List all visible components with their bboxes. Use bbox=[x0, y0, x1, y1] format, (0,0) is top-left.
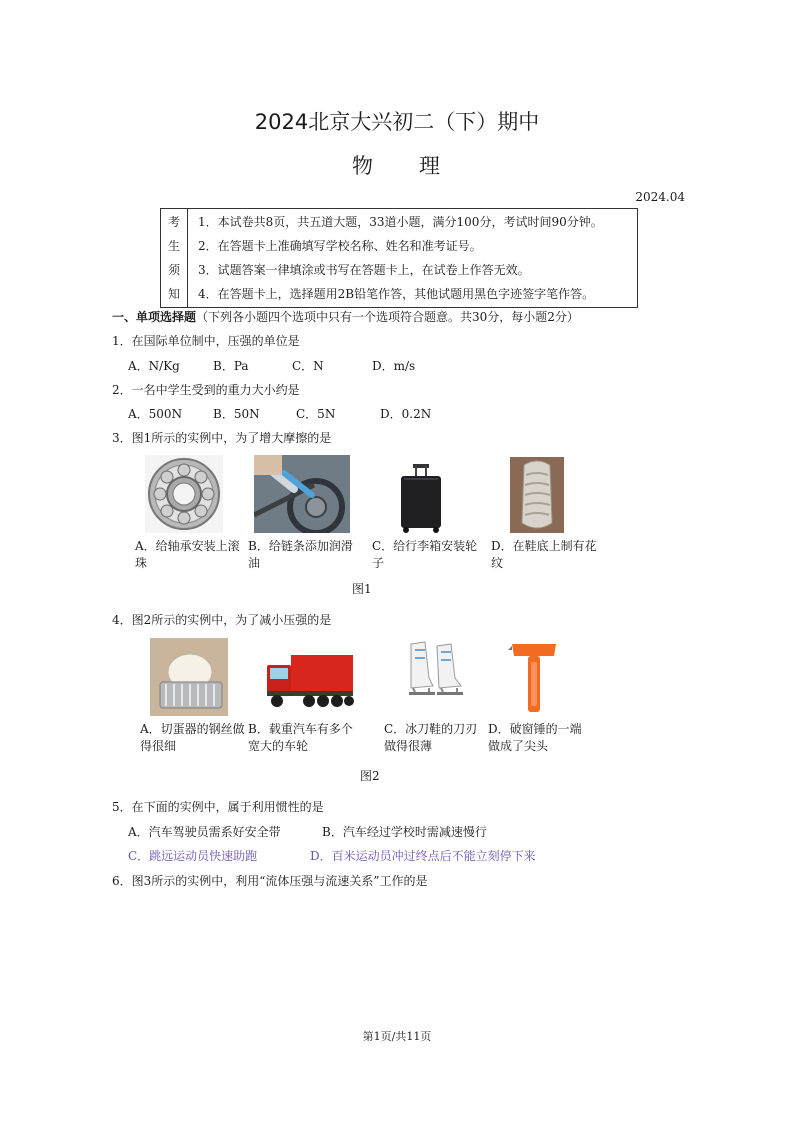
ball-bearing-image bbox=[145, 455, 223, 533]
q3-caption-d: D．在鞋底上制有花纹 bbox=[491, 539, 597, 570]
notice-side-char: 生 bbox=[167, 239, 180, 253]
window-hammer-image bbox=[508, 638, 560, 718]
q5-option-a: A．汽车驾驶员需系好安全带 bbox=[128, 825, 281, 839]
egg-slicer-image bbox=[150, 638, 228, 716]
figure-1-label: 图1 bbox=[352, 582, 372, 596]
q1-option-a: A．N/Kg bbox=[128, 359, 180, 373]
question-6-stem: 6．图3所示的实例中，利用“流体压强与流速关系”工作的是 bbox=[112, 874, 428, 888]
question-4-stem: 4．图2所示的实例中，为了减小压强的是 bbox=[112, 613, 332, 627]
q4-caption-b: B．载重汽车有多个宽大的车轮 bbox=[248, 722, 353, 753]
q3-caption-c: C．给行李箱安装轮子 bbox=[372, 539, 478, 570]
notice-rule: 4．在答题卡上，选择题用2B铅笔作答，其他试题用黑色字迹签字笔作答。 bbox=[198, 287, 595, 301]
exam-date: 2024.04 bbox=[635, 190, 685, 204]
figure-2-label: 图2 bbox=[360, 769, 380, 783]
ice-skates-image bbox=[403, 638, 467, 710]
notice-side-char: 知 bbox=[167, 287, 180, 301]
question-5-stem: 5．在下面的实例中，属于利用惯性的是 bbox=[112, 800, 324, 814]
heavy-truck-image bbox=[265, 651, 355, 711]
question-2-stem: 2．一名中学生受到的重力大小约是 bbox=[112, 383, 300, 397]
q5-option-b: B．汽车经过学校时需减速慢行 bbox=[322, 825, 487, 839]
section-heading bbox=[112, 308, 579, 325]
q4-caption-d: D．破窗锤的一端做成了尖头 bbox=[488, 722, 582, 753]
q2-option-c: C．5N bbox=[296, 407, 336, 421]
subject-title bbox=[0, 150, 794, 180]
q2-option-b: B．50N bbox=[213, 407, 260, 421]
notice-rule: 1．本试卷共8页，共五道大题，33道小题，满分100分，考试时间90分钟。 bbox=[198, 215, 603, 229]
q2-option-a: A．500N bbox=[128, 407, 183, 421]
section-title: 一、单项选择题 bbox=[112, 310, 197, 324]
notice-side-label bbox=[161, 209, 188, 307]
q5-option-c: C．跳远运动员快速助跑 bbox=[128, 849, 258, 863]
q1-option-b: B．Pa bbox=[213, 359, 249, 373]
notice-rule: 3．试题答案一律填涂或书写在答题卡上，在试卷上作答无效。 bbox=[198, 263, 530, 277]
q3-caption-a: A．给轴承安装上滚珠 bbox=[135, 539, 240, 570]
subject-char-1: 物 bbox=[352, 154, 375, 178]
notice-side-char: 考 bbox=[167, 215, 180, 229]
subject-char-2: 理 bbox=[419, 154, 442, 178]
q1-option-d: D．m/s bbox=[372, 359, 416, 373]
section-note: （下列各小题四个选项中只有一个选项符合题意。共30分，每小题2分） bbox=[196, 310, 579, 324]
page-title: 2024北京大兴初二（下）期中 bbox=[254, 110, 540, 134]
page-number: 第1页/共11页 bbox=[362, 1030, 432, 1043]
notice-rule: 2．在答题卡上准确填写学校名称、姓名和准考证号。 bbox=[198, 239, 482, 253]
q3-caption-b: B．给链条添加润滑油 bbox=[248, 539, 353, 570]
bike-chain-oil-image bbox=[254, 455, 350, 533]
notice-box bbox=[160, 208, 638, 308]
q4-caption-c: C．冰刀鞋的刀刃做得很薄 bbox=[384, 722, 478, 753]
q4-caption-a: A．切蛋器的钢丝做得很细 bbox=[140, 722, 245, 753]
q2-option-d: D．0.2N bbox=[380, 407, 432, 421]
q5-option-d: D．百米运动员冲过终点后不能立刻停下来 bbox=[310, 849, 536, 863]
question-1-stem: 1．在国际单位制中，压强的单位是 bbox=[112, 334, 300, 348]
question-3-stem: 3．图1所示的实例中，为了增大摩擦的是 bbox=[112, 431, 332, 445]
shoe-sole-image bbox=[510, 457, 564, 533]
notice-side-char: 须 bbox=[167, 263, 180, 277]
luggage-image bbox=[398, 462, 444, 534]
q1-option-c: C．N bbox=[292, 359, 324, 373]
